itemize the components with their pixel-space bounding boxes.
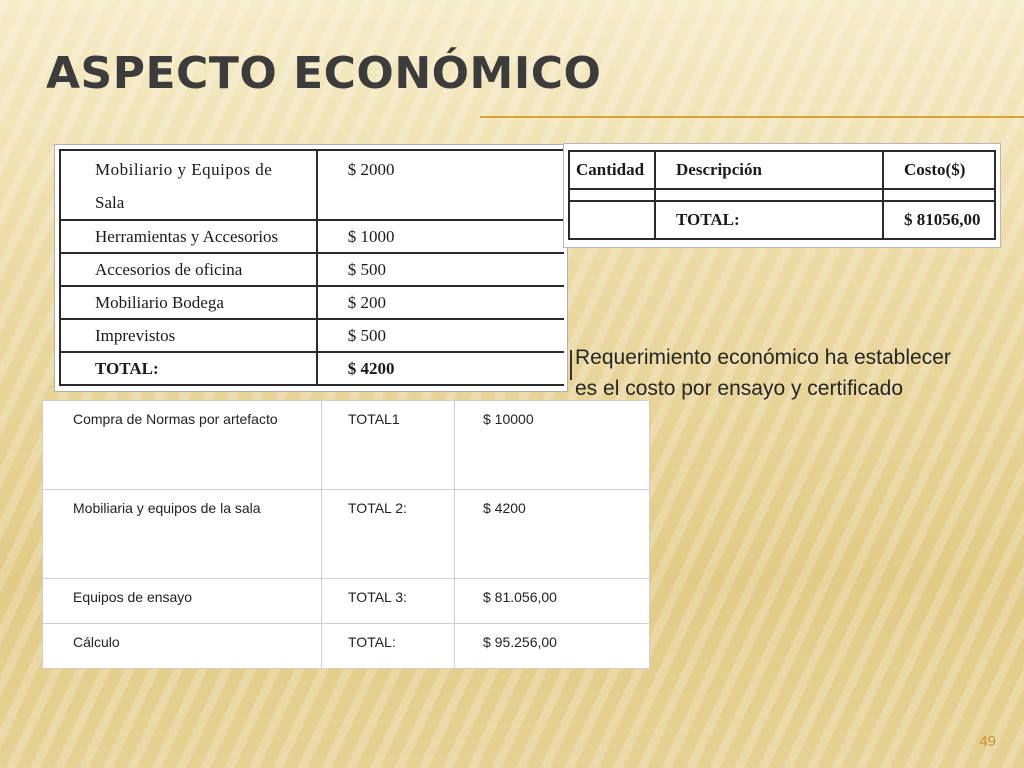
table-cell-label: TOTAL 3:: [322, 579, 455, 624]
table-cell-concept: Mobiliaria y equipos de la sala: [43, 490, 322, 579]
equipos-table-grid: [568, 150, 996, 240]
table-row: [43, 490, 650, 579]
table-cell-value: $ 200: [317, 286, 564, 319]
table-row: [43, 401, 650, 490]
table-cell-item: TOTAL:: [60, 352, 317, 385]
table-cell-total-label: TOTAL:: [655, 201, 883, 239]
table-cell-concept: Cálculo: [43, 624, 322, 669]
note-marker: [570, 350, 572, 380]
table-cell-value: $ 4200: [455, 490, 650, 579]
summary-table: [42, 400, 650, 669]
table-cell-concept: Compra de Normas por artefacto: [43, 401, 322, 490]
column-header-cantidad: Cantidad: [569, 151, 655, 189]
title-underline: [480, 116, 1024, 118]
requirement-note: Requerimiento económico ha establecer es el costo por ensayo y certificado: [575, 346, 951, 400]
table-cell-value: $ 81.056,00: [455, 579, 650, 624]
table-cell-item: [60, 150, 317, 220]
table-cell-value: $ 500: [317, 319, 564, 352]
table-row: [60, 286, 564, 319]
mobiliario-cost-table: [54, 144, 568, 392]
table-spacer-row: [569, 189, 995, 201]
table-cell-value: $ 4200: [317, 352, 564, 385]
column-header-costo: Costo($): [883, 151, 995, 189]
mobiliario-table-grid: [59, 149, 564, 386]
table-row: [60, 150, 564, 220]
table-cell-concept: Equipos de ensayo: [43, 579, 322, 624]
table-row: [43, 579, 650, 624]
table-cell-value: $ 10000: [455, 401, 650, 490]
table-cell-item: Accesorios de oficina: [60, 253, 317, 286]
table-cell-label: TOTAL1: [322, 401, 455, 490]
table-cell-item: Herramientas y Accesorios: [60, 220, 317, 253]
table-row: [60, 253, 564, 286]
table-cell-label: TOTAL:: [322, 624, 455, 669]
table-cell-total-value: $ 81056,00: [883, 201, 995, 239]
table-cell-item: Mobiliario Bodega: [60, 286, 317, 319]
table-cell-empty: [569, 201, 655, 239]
table-header-row: [569, 151, 995, 189]
slide-title: ASPECTO ECONÓMICO: [46, 48, 602, 99]
table-cell-item: Imprevistos: [60, 319, 317, 352]
table-row-total: [60, 352, 564, 385]
item-line-2: Sala: [95, 193, 125, 212]
table-row-total: [569, 201, 995, 239]
table-cell-value: $ 2000: [317, 150, 564, 220]
table-cell-value: $ 95.256,00: [455, 624, 650, 669]
page-number: 49: [979, 733, 996, 750]
table-row: [60, 319, 564, 352]
table-row: [60, 220, 564, 253]
item-line-1: Mobiliario y Equipos de: [95, 160, 273, 179]
table-cell-value: $ 1000: [317, 220, 564, 253]
table-row: [43, 624, 650, 669]
equipos-cost-table: [563, 143, 1001, 248]
column-header-descripcion: Descripción: [655, 151, 883, 189]
table-cell-label: TOTAL 2:: [322, 490, 455, 579]
table-cell-value: $ 500: [317, 253, 564, 286]
